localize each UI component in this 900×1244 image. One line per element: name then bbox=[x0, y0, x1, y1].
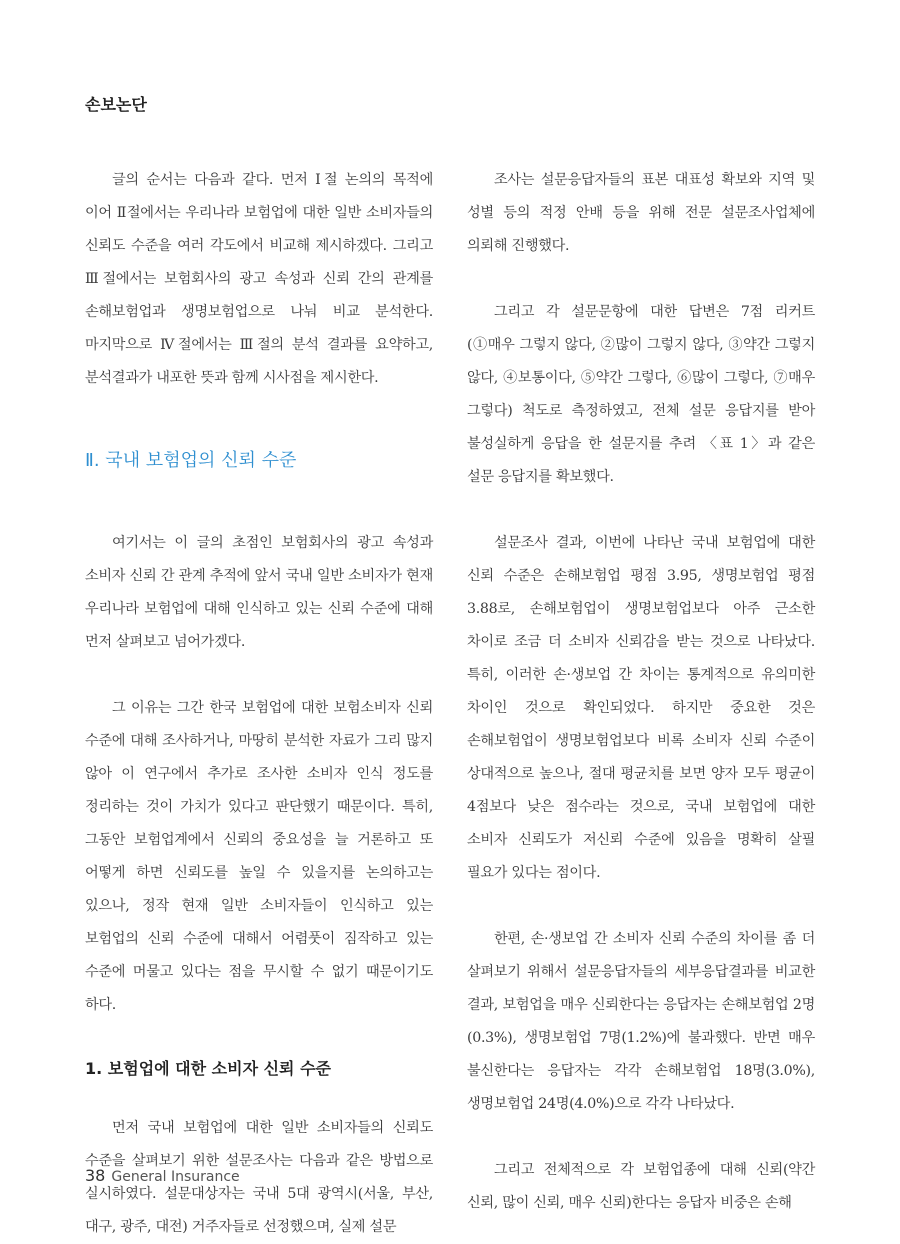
paragraph: 그리고 각 설문문항에 대한 답변은 7점 리커트(①매우 그렇지 않다, ②많이 그렇지 않다, ③약간 그렇지 않다, ④보통이다, ⑤약간 그렇다, ⑥많이 그렇다, ⑦매우 그렇다) 척도로 측정하였고, 전체 설문 응답지를 받아 불성실하게 응답을 한 설문지를 추려 〈표 1〉과 같은 설문 응답지를 확보했다. bbox=[467, 304, 815, 485]
paragraph: 먼저 국내 보험업에 대한 일반 소비자들의 신뢰도 수준을 살펴보기 위한 설문조사는 다음과 같은 방법으로 실시하였다. 설문대상자는 국내 5대 광역시(서울, 부산, 대구, 광주, 대전) 거주자들로 선정했으며, 실제 설문 bbox=[85, 1120, 433, 1235]
paragraph: 여기서는 이 글의 초점인 보험회사의 광고 속성과 소비자 신뢰 간 관계 추적에 앞서 국내 일반 소비자가 현재 우리나라 보험업에 대해 인식하고 있는 신뢰 수준에 대해 먼저 살펴보고 넘어가겠다. bbox=[85, 535, 433, 650]
paragraph: 설문조사 결과, 이번에 나타난 국내 보험업에 대한 신뢰 수준은 손해보험업 평점 3.95, 생명보험업 평점 3.88로, 손해보험업이 생명보험업보다 아주 근소한 차이로 조금 더 소비자 신뢰감을 받는 것으로 나타났다. 특히, 이러한 손·생보업 간 차이는 통계적으로 유의미한 차이인 것으로 확인되었다. 하지만 중요한 것은 손해보험업이 생명보험업보다 비록 소비자 신뢰 수준이 상대적으로 높으나, 절대 평균치를 보면 양자 모두 평균이 4점보다 낮은 점수라는 것으로, 국내 보험업에 대한 소비자 신뢰도가 저신뢰 수준에 있음을 명확히 살필 필요가 있다는 점이다. bbox=[467, 535, 815, 881]
subsection-title: 1. 보험업에 대한 소비자 신뢰 수준 bbox=[85, 1059, 331, 1078]
publication-name: General Insurance bbox=[111, 1169, 240, 1185]
section-title: Ⅱ. 국내 보험업의 신뢰 수준 bbox=[85, 450, 297, 471]
running-header: 손보논단 bbox=[85, 95, 147, 114]
paragraph: 그리고 전체적으로 각 보험업종에 대해 신뢰(약간 신뢰, 많이 신뢰, 매우 신뢰)한다는 응답자 비중은 손해 bbox=[467, 1162, 815, 1211]
page-number: 38 bbox=[85, 1166, 106, 1185]
paragraph: 글의 순서는 다음과 같다. 먼저 Ⅰ절 논의의 목적에 이어 Ⅱ절에서는 우리나라 보험업에 대한 일반 소비자들의 신뢰도 수준을 여러 각도에서 비교해 제시하겠다. 그리고 Ⅲ절에서는 보험회사의 광고 속성과 신뢰 간의 관계를 손해보험업과 생명보험업으로 나눠 비교 분석한다. 마지막으로 Ⅳ절에서는 Ⅲ절의 분석 결과를 요약하고, 분석결과가 내포한 뜻과 함께 시사점을 제시한다. bbox=[85, 172, 433, 386]
paragraph: 한편, 손·생보업 간 소비자 신뢰 수준의 차이를 좀 더 살펴보기 위해서 설문응답자들의 세부응답결과를 비교한 결과, 보험업을 매우 신뢰한다는 응답자는 손해보험업 2명(0.3%), 생명보험업 7명(1.2%)에 불과했다. 반면 매우 불신한다는 응답자는 각각 손해보험업 18명(3.0%), 생명보험업 24명(4.0%)으로 각각 나타났다. bbox=[467, 931, 815, 1112]
paragraph: 조사는 설문응답자들의 표본 대표성 확보와 지역 및 성별 등의 적정 안배 등을 위해 전문 설문조사업체에 의뢰해 진행했다. bbox=[467, 172, 815, 254]
right-column bbox=[467, 164, 815, 1220]
paragraph: 그 이유는 그간 한국 보험업에 대한 보험소비자 신뢰 수준에 대해 조사하거나, 마땅히 분석한 자료가 그리 많지 않아 이 연구에서 추가로 조사한 소비자 인식 정도를 정리하는 것이 가치가 있다고 판단했기 때문이다. 특히, 그동안 보험업계에서 신뢰의 중요성을 늘 거론하고 또 어떻게 하면 신뢰도를 높일 수 있을지를 논의하고는 있으나, 정작 현재 일반 소비자들이 인식하고 있는 보험업의 신뢰 수준에 대해서 어렴풋이 짐작하고 있는 수준에 머물고 있다는 점을 무시할 수 없기 때문이기도 하다. bbox=[85, 700, 433, 1013]
page-footer bbox=[85, 1166, 240, 1185]
left-column bbox=[85, 164, 433, 1244]
